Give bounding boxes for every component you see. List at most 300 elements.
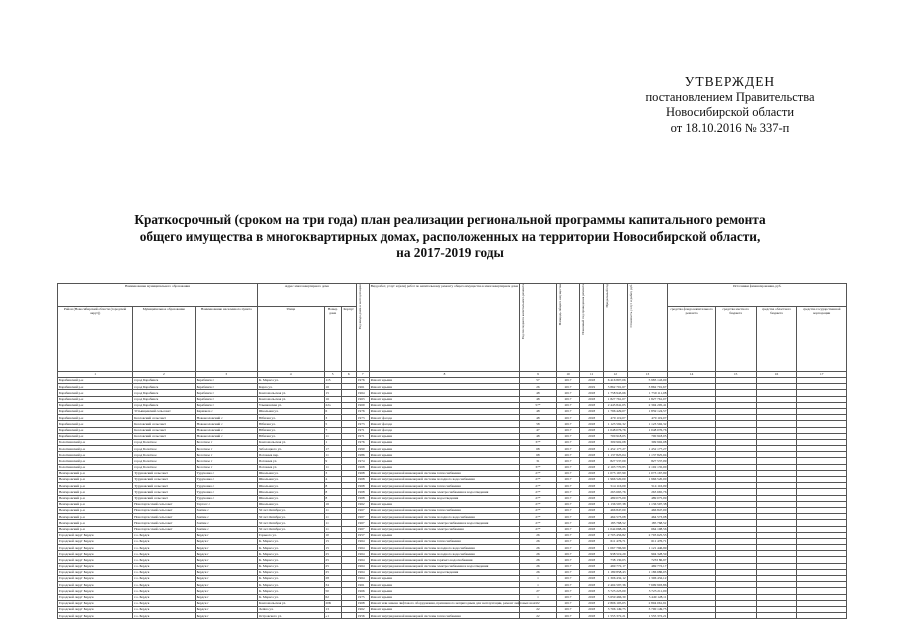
header-sources: Источники финансирования, руб. xyxy=(668,284,847,307)
header-municipality: Наименование муниципального образования xyxy=(58,284,258,307)
table-cell: 50 лет Октября ул. xyxy=(257,520,324,526)
table-cell: 1969 xyxy=(356,402,369,408)
table-cell: 2017 xyxy=(556,402,580,408)
table-cell: Городской округ Бердск xyxy=(58,582,133,588)
table-cell: 8 xyxy=(324,495,341,501)
table-cell: 17 xyxy=(324,446,341,452)
table-cell: 2017 xyxy=(556,569,580,575)
table-cell: 2018 xyxy=(580,458,604,464)
table-cell: 2017 xyxy=(556,563,580,569)
table-row xyxy=(58,613,847,619)
table-cell: 309 902,08 xyxy=(627,439,668,445)
table-cell: 2 705 456,82 xyxy=(603,532,627,538)
table-cell: 1 123 592,32 xyxy=(603,421,627,427)
table-cell: Бердск г xyxy=(195,594,257,600)
table-cell: 27* xyxy=(520,507,557,513)
table-cell: 1968 xyxy=(356,477,369,483)
table-cell: Ремонт крыши xyxy=(369,446,519,452)
table-cell: 5 659 466,30 xyxy=(603,594,627,600)
table-cell: г.о. Бердск xyxy=(133,551,195,557)
table-cell: 1 136 597,38 xyxy=(603,501,627,507)
table-cell: Ремонт внутридомовой инженерной системы теплоснабжения xyxy=(369,613,519,619)
table-cell: 3 723 211,00 xyxy=(627,588,668,594)
table-cell: 466 847,00 xyxy=(603,507,627,513)
table-cell: 1974 xyxy=(356,458,369,464)
table-cell: Ремонт крыши xyxy=(369,576,519,582)
table-cell: 7 xyxy=(324,427,341,433)
table-cell: Барабинск г xyxy=(195,402,257,408)
table-cell: «1 xyxy=(324,613,341,619)
table-cell xyxy=(341,613,356,619)
table-cell: 2017 xyxy=(556,439,580,445)
table-cell: Туруновский сельсовет xyxy=(133,483,195,489)
table-cell: Ремонт крыши xyxy=(369,396,519,402)
document-title xyxy=(60,212,840,262)
table-cell: 34 xyxy=(324,582,341,588)
table-cell: 2017 xyxy=(556,600,580,606)
table-cell: 1964 xyxy=(356,551,369,557)
table-cell: Ремонт внутридомовой инженерной системы электроснабжения и водоотведения xyxy=(369,489,519,495)
table-cell: К. Маркса ул. xyxy=(257,588,324,594)
table-cell: Венгеровский р-н xyxy=(58,477,133,483)
table-cell: 1967 xyxy=(356,514,369,520)
table-cell: Школьная ул. xyxy=(257,470,324,476)
table-cell: 16 xyxy=(324,396,341,402)
table-cell: 22а xyxy=(324,402,341,408)
table-cell: 27* xyxy=(520,489,557,495)
table-cell: 3 862 701,67 xyxy=(603,384,627,390)
table-cell: 1 xyxy=(520,576,557,582)
table-cell: 2018 xyxy=(580,606,604,612)
table-cell: Заболоцкого ул. xyxy=(257,446,324,452)
column-number: 16 xyxy=(756,372,797,378)
header-col11 xyxy=(556,284,580,372)
table-cell: 1 xyxy=(520,594,557,600)
table-cell: 2018 xyxy=(580,551,604,557)
table-cell: 1 306 432,12 xyxy=(627,576,668,582)
header-year-built xyxy=(356,284,369,372)
table-cell: Ремонт внутридомовой инженерной системы теплоснабжения xyxy=(369,538,519,544)
table-cell: Венгеровский р-н xyxy=(58,483,133,489)
table-cell: Ремонт внутридомовой инженерной системы теплоснабжения xyxy=(369,483,519,489)
table-cell: 50 лет Октября ул. xyxy=(257,526,324,532)
table-cell: К. Маркса ул. xyxy=(257,378,324,384)
table-cell: 938 519,29 xyxy=(603,551,627,557)
table-cell: 2017 xyxy=(556,396,580,402)
table-cell: 2 103 770,85 xyxy=(603,464,627,470)
table-cell: Ремонт фасада xyxy=(369,427,519,433)
table-cell: 11 xyxy=(324,520,341,526)
table-cell: 5 xyxy=(324,421,341,427)
header-col10-label: Год последнего капитального ремонта xyxy=(521,284,526,340)
table-cell: 1971 xyxy=(356,433,369,439)
table-cell: Барабинск г xyxy=(195,378,257,384)
table-cell: 1 048 076,76 xyxy=(627,427,668,433)
table-cell: 2018 xyxy=(580,433,604,439)
table-cell: 26 xyxy=(520,384,557,390)
table-cell: Барабинск г xyxy=(195,384,257,390)
table-cell: 1964 xyxy=(356,545,369,551)
table-cell: 2017 xyxy=(556,458,580,464)
header-col14 xyxy=(627,284,668,372)
table-cell: 2017 xyxy=(556,557,580,563)
table-cell: 6 xyxy=(324,408,341,414)
header-work-types: Вид работ, услуг и (или) работ по капитальному ремонту общего имущества в многоквартирном доме xyxy=(369,284,519,372)
table-cell: 2017 xyxy=(556,408,580,414)
table-cell: Ремонт крыши xyxy=(369,408,519,414)
table-cell: 48 xyxy=(520,396,557,402)
table-cell: город Болотное xyxy=(133,446,195,452)
table-cell: Городской округ Бердск xyxy=(58,594,133,600)
table-cell: 2018 xyxy=(580,408,604,414)
table-cell: Ремонт внутридомовой инженерной системы теплоснабжения xyxy=(369,507,519,513)
column-number: 13 xyxy=(627,372,668,378)
table-cell: 2018 xyxy=(580,489,604,495)
table-cell: 700 918,05 xyxy=(627,433,668,439)
header-col10 xyxy=(520,284,557,372)
table-cell: 7 699 903,86 xyxy=(627,582,668,588)
table-cell: 37* xyxy=(520,464,557,470)
table-cell: 2018 xyxy=(580,507,604,513)
table-cell: 11 xyxy=(324,433,341,439)
table-cell: К. Маркса ул. xyxy=(257,594,324,600)
column-number: 17 xyxy=(797,372,847,378)
table-cell: г.о. Бердск xyxy=(133,538,195,544)
table-cell: Болотнинский р-н xyxy=(58,458,133,464)
table-cell: 263 665,76 xyxy=(627,489,668,495)
table-cell: 26 xyxy=(520,551,557,557)
table-cell: Венгеровский р-н xyxy=(58,514,133,520)
table-cell: Ремонт или замена лифтового оборудования, признанного непригодным для эксплуатации, ремонт лифтовых шахт xyxy=(370,601,537,606)
table-cell: г.о. Бердск xyxy=(133,606,195,612)
table-cell: Ремонт крыши xyxy=(369,384,519,390)
table-cell: Потекаев ул. xyxy=(257,464,324,470)
table-cell: Козловский сельсовет xyxy=(133,427,195,433)
table-cell: 1962 xyxy=(356,606,369,612)
table-cell: 2017 xyxy=(556,483,580,489)
table-cell: Болотнинский р-н xyxy=(58,439,133,445)
header-building: Корпус xyxy=(341,307,356,372)
table-cell: 25 xyxy=(324,551,341,557)
table-cell: 27* xyxy=(520,526,557,532)
table-cell: Болотнинский р-н xyxy=(58,446,133,452)
table-cell: Потекаев пер. xyxy=(257,452,324,458)
table-cell: 1968 xyxy=(356,470,369,476)
table-cell: Ремонт внутридомовой инженерной системы холодного водоснабжения xyxy=(369,545,519,551)
table-cell: 68 xyxy=(520,446,557,452)
table-cell: 1 044 068,26 xyxy=(603,526,627,532)
table-cell: 2018 xyxy=(580,520,604,526)
table-cell: Ремонт крыши xyxy=(369,390,519,396)
table-cell: 2018 xyxy=(580,477,604,483)
table-cell: 2017 xyxy=(556,470,580,476)
approval-date: от 18.10.2016 № 337-п xyxy=(670,120,790,135)
table-cell: город Барабинск xyxy=(133,396,195,402)
table-cell: Заитие с xyxy=(195,520,257,526)
table-cell: 27* xyxy=(520,495,557,501)
table-cell: 1968 xyxy=(356,600,369,606)
table-cell: К. Маркса ул. xyxy=(257,538,324,544)
table-cell: Заитие с xyxy=(195,507,257,513)
table-cell: 48 xyxy=(520,390,557,396)
capital-repair-plan-table xyxy=(57,283,847,619)
table-cell: Устьянцевский сельсовет xyxy=(133,408,195,414)
table-cell: Барабинский р-н xyxy=(58,427,133,433)
table-cell: 2017 xyxy=(556,415,580,421)
table-cell: 904 328,59 xyxy=(627,551,668,557)
table-cell: 2 703 625,53 xyxy=(627,532,668,538)
table-cell: 15 xyxy=(324,545,341,551)
table-cell: 25 xyxy=(324,557,341,563)
table-cell: Барабинский р-н xyxy=(58,421,133,427)
header-col13 xyxy=(603,284,627,372)
table-cell: Ремонт крыши xyxy=(369,433,519,439)
table-cell: Карла ул. xyxy=(257,384,324,390)
table-cell: город Барабинск xyxy=(133,402,195,408)
table-cell: 1964 xyxy=(356,569,369,575)
table-cell: 22 xyxy=(520,613,557,619)
table-cell: Комсомольская ул. xyxy=(257,600,324,606)
table-cell: Козловский сельсовет xyxy=(133,415,195,421)
table-cell: 47 xyxy=(520,427,557,433)
table-cell: Школьная ул. xyxy=(257,495,324,501)
table-cell: Туруновка с xyxy=(195,495,257,501)
table-cell: 27* xyxy=(520,483,557,489)
table-cell: Заитие с xyxy=(195,514,257,520)
table-cell: Бердск г xyxy=(195,576,257,582)
table-cell: 26 xyxy=(520,557,557,563)
table-cell: Бердск г xyxy=(195,557,257,563)
table-cell: Ремонт крыши xyxy=(369,501,519,507)
table-cell: 1976 xyxy=(356,439,369,445)
table-cell: Городской округ Бердск xyxy=(58,545,133,551)
table-cell: К. Маркса ул. xyxy=(257,545,324,551)
table-cell: Заитие с xyxy=(195,526,257,532)
table-cell: Болотное г xyxy=(195,452,257,458)
table-body xyxy=(58,378,847,619)
table-cell: 1 137 825,04 xyxy=(627,452,668,458)
table-cell: 16 xyxy=(324,384,341,390)
table-cell: 2018 xyxy=(580,396,604,402)
table-cell: г.о. Бердск xyxy=(133,594,195,600)
table-cell: Горького ул. xyxy=(257,532,324,538)
table-cell: 2017 xyxy=(556,384,580,390)
table-cell: 1964 xyxy=(356,390,369,396)
table-cell: Ремонт крыши xyxy=(369,452,519,458)
table-cell: 185 768,52 xyxy=(603,520,627,526)
table-cell: Ремонт фасада xyxy=(369,421,519,427)
table-cell: 1964 xyxy=(356,563,369,569)
column-number: 12 xyxy=(603,372,627,378)
table-cell: Новотартасский сельсовет xyxy=(133,501,195,507)
table-cell: 1968 xyxy=(356,495,369,501)
table-cell: Бердск г xyxy=(195,613,257,619)
table-cell: Лenina ул. xyxy=(257,606,324,612)
table-cell: 1 xyxy=(520,582,557,588)
table-cell: Ремонт крыши xyxy=(369,588,519,594)
table-cell: 50 лет Октября ул. xyxy=(257,514,324,520)
table-cell: Туруновский сельсовет xyxy=(133,477,195,483)
table-cell: Ремонт крыши xyxy=(369,606,519,612)
table-cell: Городской округ Бердск xyxy=(58,569,133,575)
table-cell: 2018 xyxy=(580,588,604,594)
table-cell: 2017 xyxy=(556,520,580,526)
table-cell: 11 xyxy=(324,507,341,513)
table-cell: 1 796 429,07 xyxy=(603,408,627,414)
table-cell: 489 075,09 xyxy=(603,495,627,501)
table-cell: 1 827 761,07 xyxy=(627,396,668,402)
table-cell: 1 073 167,99 xyxy=(603,470,627,476)
table-cell: 1 073 167,99 xyxy=(627,470,668,476)
table-cell: 263 665,76 xyxy=(603,489,627,495)
table-cell: г.о. Бердск xyxy=(133,582,195,588)
table-cell: Городской округ Бердск xyxy=(58,600,133,606)
approval-by: постановлением Правительства xyxy=(645,89,815,104)
table-cell: 22 xyxy=(520,606,557,612)
table-cell: Венгеровский р-н xyxy=(58,470,133,476)
table-cell: 514 116,09 xyxy=(627,483,668,489)
table-cell: 2017 xyxy=(556,588,580,594)
table-cell: 2017 xyxy=(556,532,580,538)
table-cell: 1 136 597,38 xyxy=(627,501,668,507)
table-cell: Ремонт крыши xyxy=(369,464,519,470)
table-cell: 470 119,07 xyxy=(627,415,668,421)
table-cell: 1964 xyxy=(356,576,369,582)
table-cell: Барабинский р-н xyxy=(58,378,133,384)
table-cell: 514 116,09 xyxy=(603,483,627,489)
table-cell: 1957 xyxy=(356,532,369,538)
table-cell: город Болотное xyxy=(133,458,195,464)
header-house: Номер дома xyxy=(324,307,341,372)
table-cell: К. Маркса ул. xyxy=(257,576,324,582)
table-cell: Барабинский р-н xyxy=(58,390,133,396)
header-address: Адрес многоквартирного дома xyxy=(257,284,356,307)
table-cell: 2018 xyxy=(580,557,604,563)
table-cell: город Болотное xyxy=(133,452,195,458)
table-cell: г.о. Бердск xyxy=(133,557,195,563)
table-cell: 2018 xyxy=(580,402,604,408)
table-cell: Новокозловский с xyxy=(195,415,257,421)
table-cell: 1961 xyxy=(356,384,369,390)
table-cell: Городской округ Бердск xyxy=(58,557,133,563)
table-cell: 2017 xyxy=(556,433,580,439)
table-cell: 25 xyxy=(324,569,341,575)
column-number: 10 xyxy=(556,372,580,378)
column-number: 7 xyxy=(356,372,369,378)
table-cell: 2018 xyxy=(580,501,604,507)
table-cell: 2018 xyxy=(580,464,604,470)
table-cell: г.о. Бердск xyxy=(133,600,195,606)
column-number: 6 xyxy=(341,372,356,378)
table-cell: Тартасс с xyxy=(195,501,257,507)
table-cell: 1 758 943,66 xyxy=(603,390,627,396)
header-col12-label: Плановый год проведения ремонта xyxy=(581,284,586,335)
table-cell: 469 772,17 xyxy=(603,563,627,569)
table-cell: 1964 xyxy=(356,538,369,544)
table-cell: 2018 xyxy=(580,532,604,538)
table-cell: Школьная ул. xyxy=(257,483,324,489)
table-cell: город Барабинск xyxy=(133,384,195,390)
title-line-1: Краткосрочный (сроком на три года) план реализации региональной программы капитального ремонта xyxy=(134,212,766,227)
table-cell: 5 449 128,11 xyxy=(627,594,668,600)
table-cell: 1956 xyxy=(356,613,369,619)
table-cell: 2018 xyxy=(580,421,604,427)
table-cell: Потекаев ул. xyxy=(257,458,324,464)
table-cell: 1 555 372,21 xyxy=(627,613,668,619)
approval-region: Новосибирской области xyxy=(665,105,795,119)
table-cell: К. Маркса ул. xyxy=(257,582,324,588)
table-cell: 48 xyxy=(520,433,557,439)
table-cell: 1976 xyxy=(356,378,369,384)
table-cell: Болотное г xyxy=(195,446,257,452)
table-cell: 2018 xyxy=(580,563,604,569)
table-cell: Новокозловский с xyxy=(195,433,257,439)
table-cell: 2019 xyxy=(580,384,604,390)
table-cell: 2017 xyxy=(556,390,580,396)
table-cell: Барабинский р-н xyxy=(58,384,133,390)
table-cell: 2018 xyxy=(580,594,604,600)
table-cell: 48 xyxy=(520,408,557,414)
table-cell: 16 xyxy=(324,501,341,507)
table-cell: 1967 xyxy=(356,520,369,526)
table-cell: Ремонт внутридомовой инженерной системы теплоснабжения xyxy=(369,470,519,476)
table-cell xyxy=(797,613,847,619)
table-cell xyxy=(715,613,756,619)
table-cell: 2017 xyxy=(556,427,580,433)
table-cell: Городской округ Бердск xyxy=(58,551,133,557)
table-cell: Венгеровский р-н xyxy=(58,507,133,513)
table-cell xyxy=(756,613,797,619)
table-cell: г.о. Бердск xyxy=(133,613,195,619)
table-cell: 466 847,00 xyxy=(627,507,668,513)
table-cell: Барабинский р-н xyxy=(58,396,133,402)
table-cell: 1976 xyxy=(356,408,369,414)
table-cell: Туруновка с xyxy=(195,483,257,489)
table-cell: Ремонт внутридомовой инженерной системы водоотведения xyxy=(369,495,519,501)
table-cell: 4 xyxy=(324,477,341,483)
table-cell: 26 xyxy=(520,532,557,538)
table-cell: 1 859 124,57 xyxy=(627,408,668,414)
table-cell: Болотнинский р-н xyxy=(58,452,133,458)
table-cell: Туруновский сельсовет xyxy=(133,470,195,476)
table-cell: Ремонт фасада xyxy=(369,415,519,421)
table-cell: 2017 xyxy=(556,606,580,612)
table-cell: 2018 xyxy=(580,538,604,544)
table-cell: 2018 xyxy=(580,483,604,489)
column-number: 11 xyxy=(580,372,604,378)
header-col17: средства областного бюджета xyxy=(756,307,797,372)
table-cell: 2017 xyxy=(556,514,580,520)
table-cell: Туруновка с xyxy=(195,477,257,483)
table-cell: Венгеровский р-н xyxy=(58,501,133,507)
table-cell: 827 537,09 xyxy=(627,458,668,464)
table-cell: Ремонт внутридомовой инженерной системы горячего водоснабжения xyxy=(369,557,519,563)
table-cell: 2017 xyxy=(556,545,580,551)
table-cell: 2018 xyxy=(580,613,604,619)
table-cell: Бердск г xyxy=(195,563,257,569)
title-line-2: общего имущества в многоквартирных домах, расположенных на территории Новосибирской области, xyxy=(139,228,761,244)
table-cell: 611 476,71 xyxy=(627,538,668,544)
table-cell: К. Маркса ул. xyxy=(257,563,324,569)
table-cell: 11 xyxy=(324,464,341,470)
table-cell: Бердск г xyxy=(195,600,257,606)
column-number: 3 xyxy=(195,372,257,378)
table-cell: Ремонт крыши xyxy=(369,458,519,464)
table-cell: 2018 xyxy=(580,569,604,575)
table-cell: 464 573,08 xyxy=(603,514,627,520)
table-cell: Школьная ул. xyxy=(257,477,324,483)
table-cell: г.о. Бердск xyxy=(133,563,195,569)
